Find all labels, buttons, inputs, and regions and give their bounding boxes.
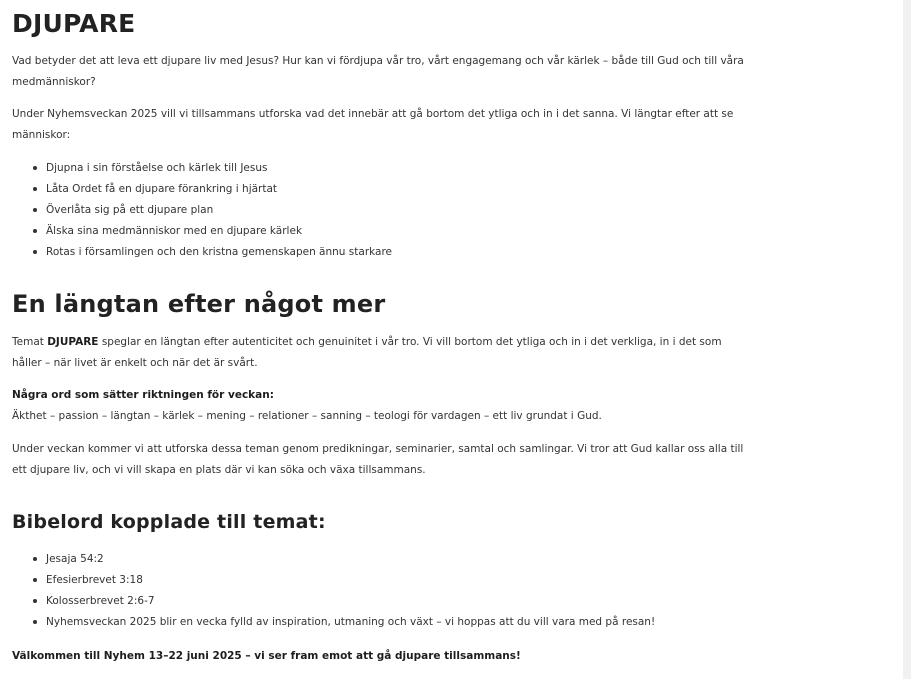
keywords-text: Äkthet – passion – längtan – kärlek – mening – relationer – sanning – teologi för vardagen – ett liv grundat i Gud.: [12, 410, 602, 422]
list-item: Kolosserbrevet 2:6-7: [46, 591, 766, 612]
closing-paragraph: Under veckan kommer vi att utforska dessa teman genom predikningar, seminarier, samtal och samlingar. Vi tror att Gud kallar oss alla till ett djupare liv, och vi vill skapa en plats där vi kan söka och växa tillsammans.: [12, 443, 744, 476]
list-item: Älska sina medmänniskor med en djupare kärlek: [46, 221, 766, 242]
lead-paragraph: Under Nyhemsveckan 2025 vill vi tillsammans utforska vad det innebär att gå bortom det ytliga och in i det sanna. Vi längtar efter att se människor:: [12, 108, 734, 141]
section-heading-longing: En längtan efter något mer: [12, 290, 386, 318]
theme-paragraph: [12, 332, 752, 374]
section-heading-bible: Bibelord kopplade till temat:: [12, 511, 326, 533]
list-item: Djupna i sin förståelse och kärlek till Jesus: [46, 158, 766, 179]
intro-paragraph: Vad betyder det att leva ett djupare liv med Jesus? Hur kan vi fördjupa vår tro, vårt engagemang och vår kärlek – både till Gud och till våra medmänniskor?: [12, 55, 744, 88]
scrollbar-track[interactable]: [903, 0, 911, 679]
list-item: Nyhemsveckan 2025 blir en vecka fylld av inspiration, utmaning och växt – vi hoppas att du vill vara med på resan!: [46, 612, 766, 633]
keywords-block: [12, 385, 752, 427]
theme-rest: speglar en längtan efter autenticitet och genuinitet i vår tro. Vi vill bortom det ytliga och in i det verkliga, in i det som håller – när livet är enkelt och när det är svårt.: [12, 336, 722, 369]
theme-prefix: Temat: [12, 336, 48, 348]
list-item: Rotas i församlingen och den kristna gemenskapen ännu starkare: [46, 242, 766, 263]
bible-list: [12, 549, 766, 633]
goals-list: [12, 158, 766, 263]
list-item: Efesierbrevet 3:18: [46, 570, 766, 591]
list-item: Jesaja 54:2: [46, 549, 766, 570]
theme-word: DJUPARE: [47, 336, 99, 348]
list-item: Låta Ordet få en djupare förankring i hjärtat: [46, 179, 766, 200]
welcome-text: Välkommen till Nyhem 13–22 juni 2025 – vi ser fram emot att gå djupare tillsammans!: [12, 650, 521, 662]
keywords-heading: Några ord som sätter riktningen för veckan:: [12, 389, 274, 401]
list-item: Överlåta sig på ett djupare plan: [46, 200, 766, 221]
page-title: DJUPARE: [12, 9, 136, 38]
